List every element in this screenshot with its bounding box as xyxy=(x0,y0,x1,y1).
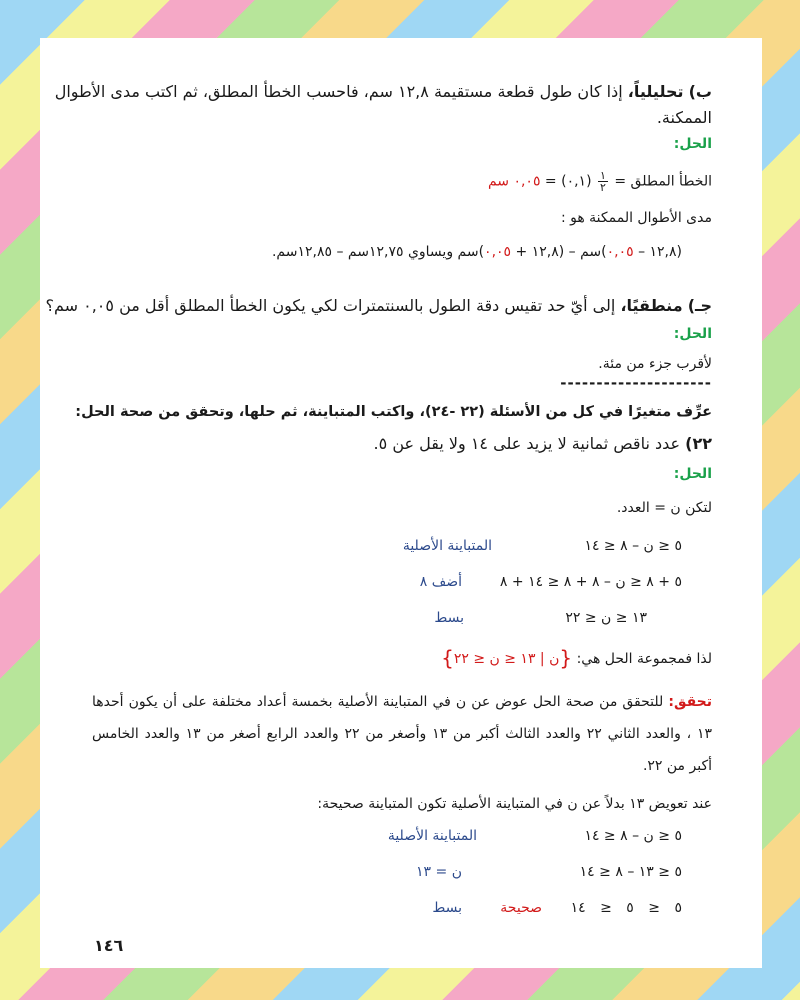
range-open: (١٢,٨ – xyxy=(638,244,682,260)
divider: --------------------- xyxy=(560,374,712,392)
range-intro: مدى الأطوال الممكنة هو : xyxy=(560,210,712,226)
range-mid: )سم – (١٢,٨ + xyxy=(515,244,607,260)
page-number: ١٤٦ xyxy=(94,936,124,955)
part-c-label: جـ) xyxy=(687,296,712,315)
solution-set-label: لذا فمجموعة الحل هي: xyxy=(576,651,712,667)
part-c-solution-label: الحل: xyxy=(673,326,712,342)
instructions: عرِّف متغيرًا في كل من الأسئلة (٢٢ -٢٤)، واكتب المتباينة، ثم حلها، وتحقق من صحة الحل: xyxy=(75,404,712,420)
range-add: ٠,٠٥ xyxy=(484,244,512,260)
page-sheet xyxy=(40,38,762,968)
check-step-3-expr: ٥ ≤ ٥ ≤ ١٤ xyxy=(570,900,682,916)
part-c-heading: منطقيًا، xyxy=(620,296,683,315)
check-step-2-expr: ٥ ≤ ١٣ – ٨ ≤ ١٤ xyxy=(579,864,682,880)
solution-set-expr: ن | ١٣ ≤ ن ≤ ٢٢ xyxy=(453,651,560,667)
q22-let: لتكن ن = العدد. xyxy=(616,500,712,516)
step-1-note: المتباينة الأصلية xyxy=(402,538,492,554)
step-1-expr: ٥ ≤ ن – ٨ ≤ ١٤ xyxy=(584,538,682,554)
part-c-question xyxy=(45,296,712,315)
brace-close-icon: } xyxy=(441,646,454,670)
range-subtract: ٠,٠٥ xyxy=(606,244,634,260)
solution-set xyxy=(441,646,573,670)
brace-open-icon: { xyxy=(559,646,573,670)
fraction-denominator: ٢ xyxy=(600,181,606,194)
check-step-1-expr: ٥ ≤ ن – ٨ ≤ ١٤ xyxy=(584,828,682,844)
check-text: للتحقق من صحة الحل عوض عن ن في المتباينة الأصلية بخمسة أعداد مختلفة على أن يكون أحدها ١٣ ، والعدد الثاني ٢٢ والعدد الثالث أكبر من ١٣ وأصغر من ٢٢ والعدد الرابع أصغر من ١٣ والعدد الخامس أكبر من ٢٢. xyxy=(92,694,712,774)
abs-error-mid: (٠,١) = xyxy=(544,173,592,190)
check-step-1-note: المتباينة الأصلية xyxy=(387,828,477,844)
step-3-note: بسط xyxy=(434,610,464,626)
check-step-2-note: ن = ١٣ xyxy=(416,864,462,880)
fraction-numerator: ١ xyxy=(600,169,606,182)
step-3-expr: ١٣ ≤ ن ≤ ٢٢ xyxy=(565,610,647,626)
abs-error-line xyxy=(488,170,712,193)
half-fraction xyxy=(598,170,608,193)
check-step-3-tag: صحيحة xyxy=(500,900,542,916)
abs-error-result: ٠,٠٥ سم xyxy=(487,173,541,190)
q22-solution-label: الحل: xyxy=(673,466,712,482)
part-c-answer: لأقرب جزء من مئة. xyxy=(598,356,712,372)
check-label: تحقق: xyxy=(668,694,712,710)
part-b-question-cont: الممكنة. xyxy=(656,108,712,127)
check-paragraph xyxy=(92,686,712,782)
solution-set-line xyxy=(441,646,712,670)
step-2-expr xyxy=(500,574,682,590)
check-step-3-note: بسط xyxy=(432,900,462,916)
range-end: )سم ويساوي ١٢,٧٥سم – ١٢,٨٥سم. xyxy=(271,244,485,260)
part-c-text: إلى أيّ حد تقيس دقة الطول بالسنتمترات لكي يكون الخطأ المطلق أقل من ٠,٠٥ سم؟ xyxy=(45,296,616,315)
range-line xyxy=(272,244,682,260)
part-b-question xyxy=(55,82,712,101)
q22-line xyxy=(374,434,712,453)
q22-text: عدد ناقص ثمانية لا يزيد على ١٤ ولا يقل عن ٥. xyxy=(373,434,681,453)
part-b-heading: تحليلياً، xyxy=(627,82,684,101)
abs-error-prefix: الخطأ المطلق = xyxy=(614,173,712,190)
part-b-label: ب) xyxy=(688,82,712,101)
sub-intro: عند تعويض ١٣ بدلاً عن ن في المتباينة الأصلية تكون المتباينة صحيحة: xyxy=(317,796,712,812)
part-b-solution-label: الحل: xyxy=(673,136,712,152)
q22-number: ٢٢) xyxy=(685,434,712,453)
step-2-note: أضف ٨ xyxy=(419,574,462,590)
step-2-expr-text: ٥ + ٨ ≤ ن – ٨ + ٨ ≤ ١٤ + ٨ xyxy=(499,574,682,590)
part-b-text: إذا كان طول قطعة مستقيمة ١٢,٨ سم، فاحسب الخطأ المطلق، ثم اكتب مدى الأطوال xyxy=(54,82,623,101)
